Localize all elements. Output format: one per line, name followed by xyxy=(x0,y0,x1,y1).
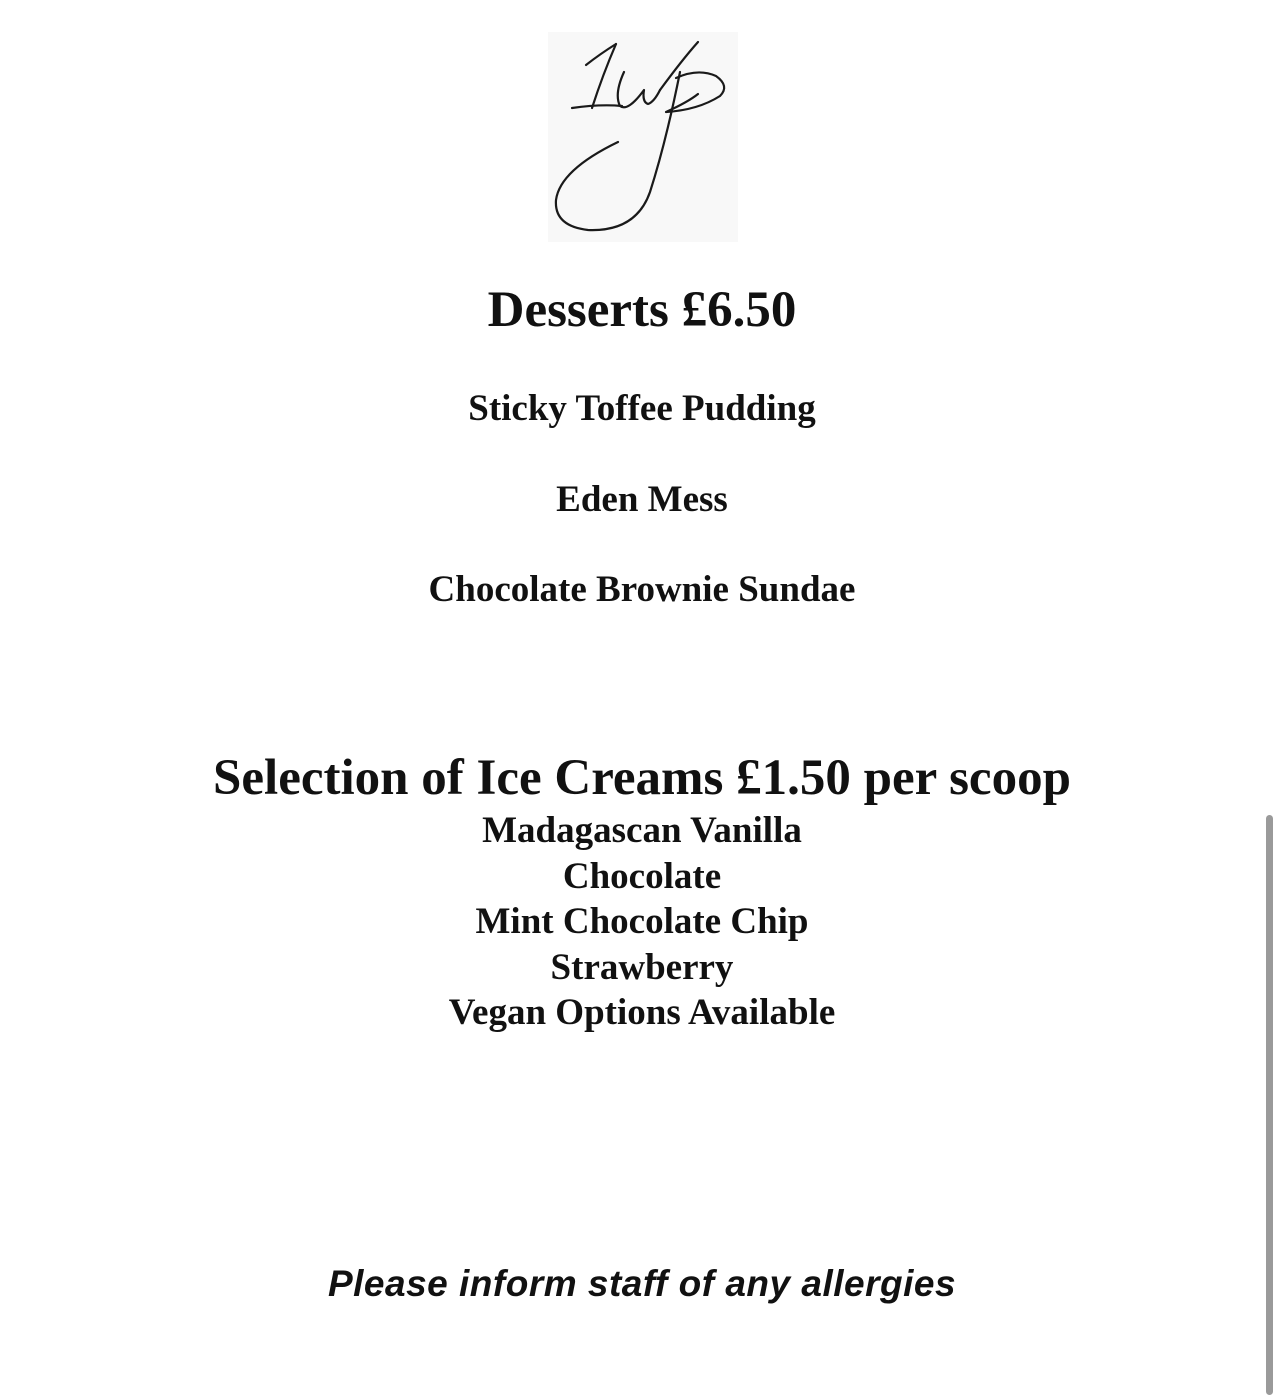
allergy-notice: Please inform staff of any allergies xyxy=(327,1263,957,1304)
ice-cream-list xyxy=(0,808,1284,1036)
dessert-item: Sticky Toffee Pudding xyxy=(468,388,816,429)
vertical-scrollbar[interactable] xyxy=(1266,815,1273,1395)
ice-cream-heading: Selection of Ice Creams £1.50 per scoop xyxy=(213,750,1071,806)
dessert-item: Eden Mess xyxy=(556,479,728,520)
restaurant-logo xyxy=(548,32,738,242)
ice-cream-item: Chocolate xyxy=(562,855,722,897)
ice-cream-item: Mint Chocolate Chip xyxy=(475,901,809,942)
ice-cream-item: Strawberry xyxy=(550,946,734,988)
desserts-heading: Desserts £6.50 xyxy=(487,282,797,338)
dessert-item: Chocolate Brownie Sundae xyxy=(428,569,856,610)
logo-script-mark xyxy=(548,32,738,242)
ice-cream-item: Vegan Options Available xyxy=(448,992,836,1033)
ice-cream-item: Madagascan Vanilla xyxy=(482,810,802,851)
